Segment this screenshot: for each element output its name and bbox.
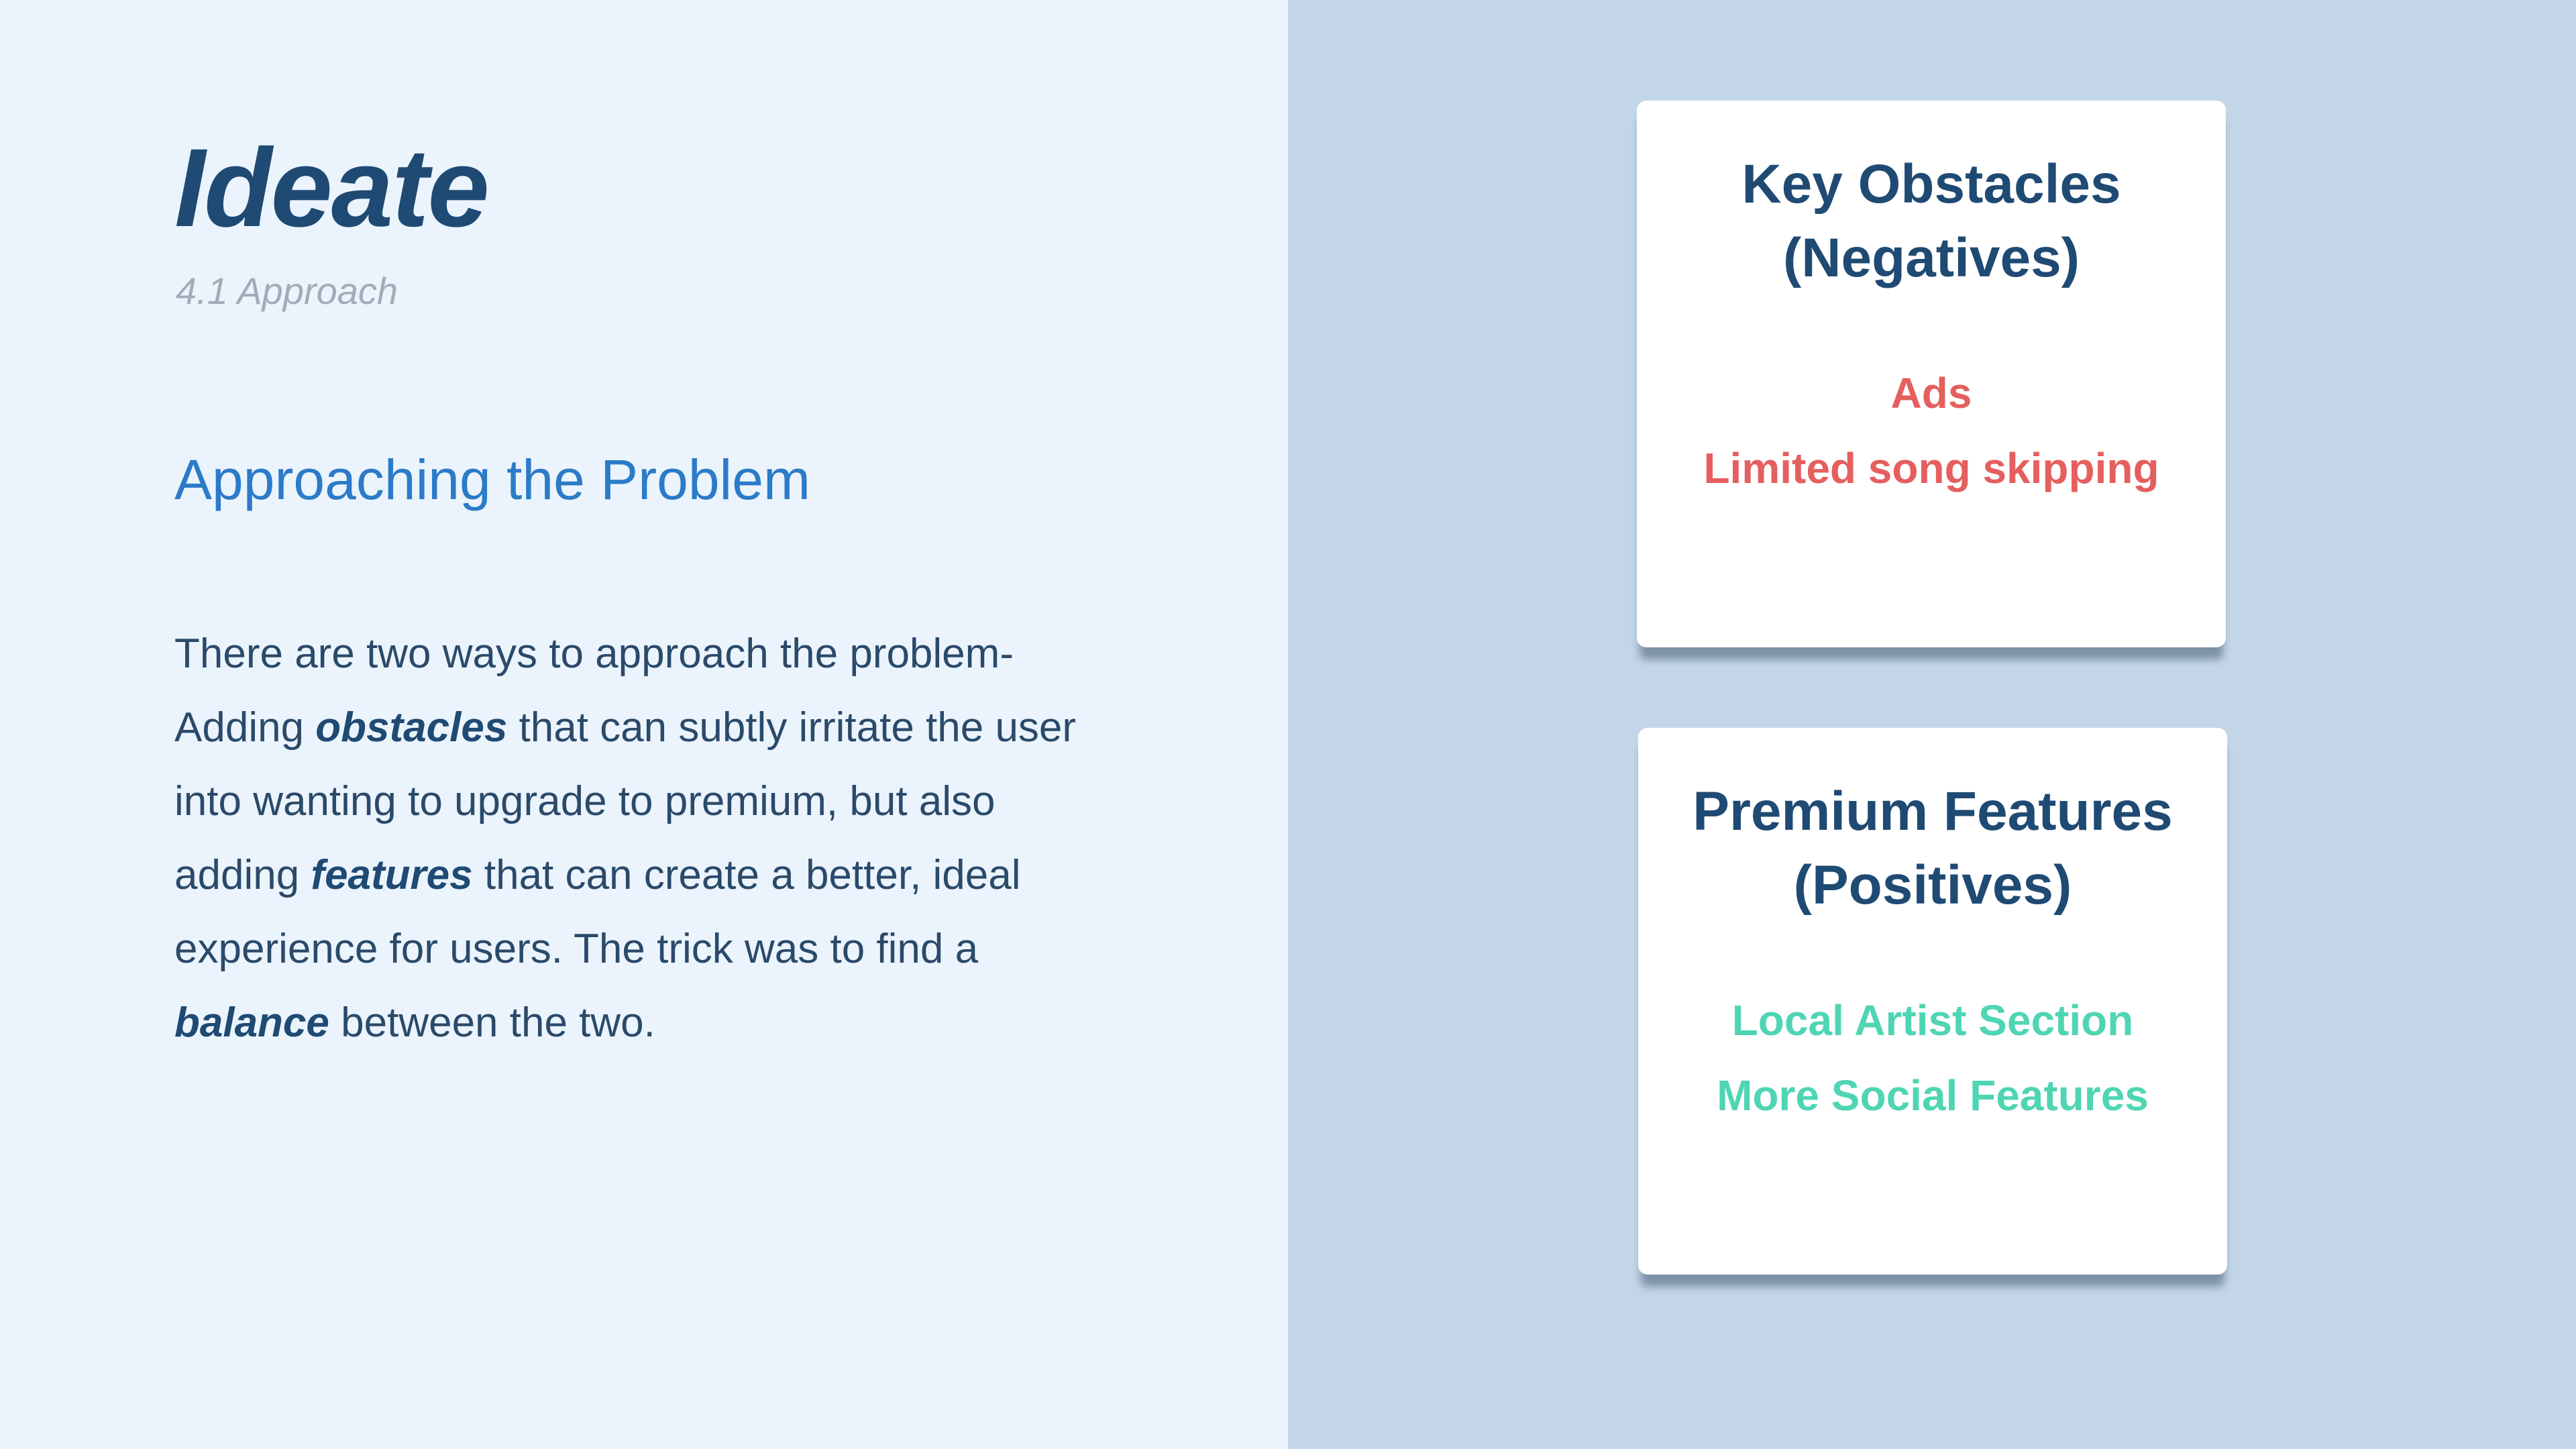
body-text-part: that can subtly irritate the user into wanting to upgrade to premium, but also adding [174,704,1077,898]
features-list [1638,983,2227,1133]
obstacles-card-title [1637,148,2226,295]
section-heading: Approaching the Problem [174,448,810,511]
body-text-part: between the two. [329,1000,655,1046]
obstacle-item-ads: Ads [1890,369,1972,417]
feature-item-local-artist: Local Artist Section [1731,996,2134,1044]
body-text-part: that can create a better, ideal experience for users. The trick was to find a [174,852,1021,972]
emphasis-features: features [311,852,473,898]
body-paragraph [174,617,1127,1060]
features-card-title [1638,775,2227,922]
page-title: Ideate [174,126,488,250]
features-card [1638,728,2227,1275]
obstacles-card [1637,101,2226,647]
emphasis-obstacles: obstacles [315,704,508,751]
features-title-line1: Premium Features [1693,781,2173,842]
page-subtitle: 4.1 Approach [176,270,398,312]
body-text-part: There are two ways to approach the problem- Adding [174,631,1014,751]
emphasis-balance: balance [174,1000,329,1046]
obstacles-title-line2: (Negatives) [1782,227,2080,288]
obstacles-title-line1: Key Obstacles [1741,154,2121,215]
feature-item-social: More Social Features [1717,1071,2149,1120]
obstacles-list [1637,356,2226,506]
features-title-line2: (Positives) [1793,855,2072,916]
obstacle-item-limited-skipping: Limited song skipping [1703,444,2159,492]
